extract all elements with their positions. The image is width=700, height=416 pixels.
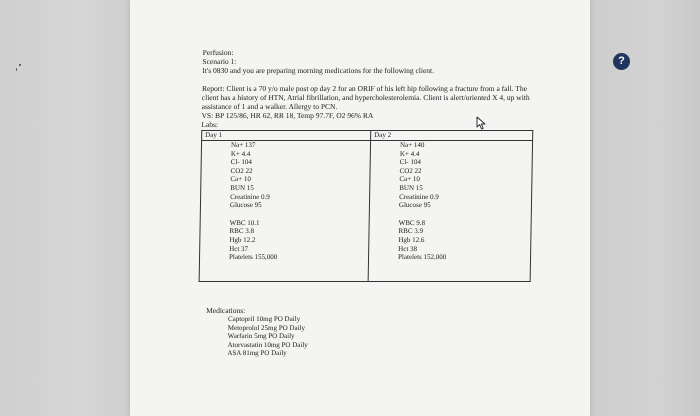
- lab-value: Platelets 152,000: [397, 253, 447, 262]
- left-background: [0, 0, 130, 416]
- day2-results: [368, 141, 532, 282]
- lab-value: Ca+ 10: [399, 175, 420, 184]
- medications-list: [197, 315, 528, 358]
- day1-results: [199, 141, 370, 282]
- right-background: [590, 0, 700, 416]
- day2-header: Day 2: [371, 131, 533, 141]
- lab-value: Hgb 12.2: [229, 235, 256, 244]
- lab-value: Glucose 95: [229, 201, 262, 210]
- lab-value: Cl- 104: [399, 158, 421, 167]
- lab-value: K+ 4.4: [230, 149, 251, 158]
- lab-value: Cl- 104: [230, 158, 252, 167]
- lab-value: Na+ 140: [399, 141, 425, 149]
- lab-value: K+ 4.4: [399, 149, 420, 158]
- lab-value: CO2 22: [399, 166, 422, 175]
- day2-cbc-panel: [398, 219, 528, 262]
- lab-value: Ca+ 10: [230, 175, 251, 184]
- lab-value: Na+ 137: [230, 141, 256, 149]
- vital-signs: VS: BP 125/86, HR 62, RR 18, Temp 97.7F, O2 96% RA: [201, 111, 374, 120]
- lab-value: BUN 15: [399, 183, 423, 192]
- lab-value: Creatinine 0.9: [230, 192, 270, 201]
- day1-header: Day 1: [202, 131, 371, 141]
- labs-label: Labs:: [201, 120, 219, 129]
- medication-item: Atorvastatin 10mg PO Daily: [227, 340, 308, 349]
- lab-value: Hgb 12.6: [398, 235, 425, 244]
- lab-value: Creatinine 0.9: [399, 192, 439, 201]
- scenario-label: Scenario 1:: [202, 57, 237, 66]
- speck: [19, 64, 21, 66]
- lab-value: Platelets 155,000: [228, 253, 278, 262]
- lab-value: WBC 9.8: [398, 218, 426, 227]
- lab-value: BUN 15: [230, 183, 254, 192]
- lab-value: Hct 37: [229, 244, 249, 253]
- report-text: Report: Client is a 70 y/o male post op day 2 for an ORIF of his left hip following a fracture from a fall. The client has a history of HTN, Atrial fibrillation, and hypercholesterolemia. Client is alert/oriented X 4, up with assistance of 1 and a walker. Allergy to PCN.: [201, 84, 530, 111]
- medication-item: ASA 81mg PO Daily: [227, 349, 287, 358]
- document-content: [197, 48, 532, 358]
- day2-chem-panel: [399, 141, 529, 210]
- document-page: [130, 0, 590, 416]
- lab-value: WBC 10.1: [229, 218, 260, 227]
- medication-item: Warfarin 5mg PO Daily: [227, 332, 295, 341]
- document-heading: Perfusion:: [202, 48, 234, 57]
- day1-cbc-panel: [229, 219, 366, 262]
- lab-value: RBC 3.9: [398, 227, 424, 236]
- lab-value: RBC 3.8: [229, 227, 255, 236]
- medications-label: Medications:: [206, 306, 246, 315]
- day1-chem-panel: [230, 141, 367, 210]
- lab-value: Hct 38: [398, 244, 418, 253]
- lab-value: CO2 22: [230, 166, 253, 175]
- medication-item: Metoprolol 25mg PO Daily: [227, 323, 306, 332]
- medication-item: Captopril 10mg PO Daily: [227, 315, 301, 323]
- lab-value: Glucose 95: [398, 201, 431, 210]
- help-button[interactable]: ?: [613, 53, 630, 70]
- mouse-pointer-icon: [476, 116, 488, 130]
- intro-text: It's 0830 and you are preparing morning medications for the following client.: [202, 66, 435, 75]
- speck: [16, 68, 17, 71]
- labs-table: [199, 130, 534, 282]
